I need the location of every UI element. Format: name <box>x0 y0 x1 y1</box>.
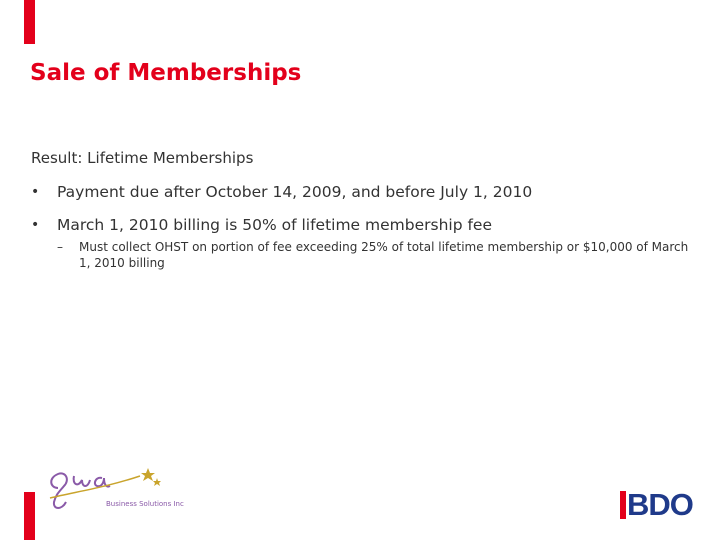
bullet-item <box>31 181 691 203</box>
bdo-logo-text: BDO <box>627 487 693 522</box>
sub-bullet-marker: – <box>57 240 63 254</box>
bdo-logo <box>620 487 693 522</box>
gwa-logo <box>44 458 184 520</box>
bullet-text: March 1, 2010 billing is 50% of lifetime membership fee <box>57 216 493 234</box>
bullet-marker: • <box>31 184 40 200</box>
bullet-text: Payment due after October 14, 2009, and before July 1, 2010 <box>57 183 533 201</box>
sub-bullet-text: Must collect OHST on portion of fee exceeding 25% of total lifetime membership or $10,000 of March 1, 2010 billing <box>79 240 689 270</box>
bdo-logo-bar <box>620 491 626 519</box>
slide-subtitle: Result: Lifetime Memberships <box>31 149 254 167</box>
star-icon <box>141 468 155 481</box>
sub-bullet-item <box>31 239 699 271</box>
gwa-caption: Business Solutions Inc <box>106 500 184 508</box>
bullet-marker: • <box>31 217 40 233</box>
bullet-item <box>31 214 691 236</box>
slide-title: Sale of Memberships <box>30 60 302 86</box>
bullet-list <box>31 181 691 271</box>
accent-bar-top <box>24 0 35 44</box>
star-icon <box>153 478 161 486</box>
accent-bar-bottom <box>24 492 35 540</box>
